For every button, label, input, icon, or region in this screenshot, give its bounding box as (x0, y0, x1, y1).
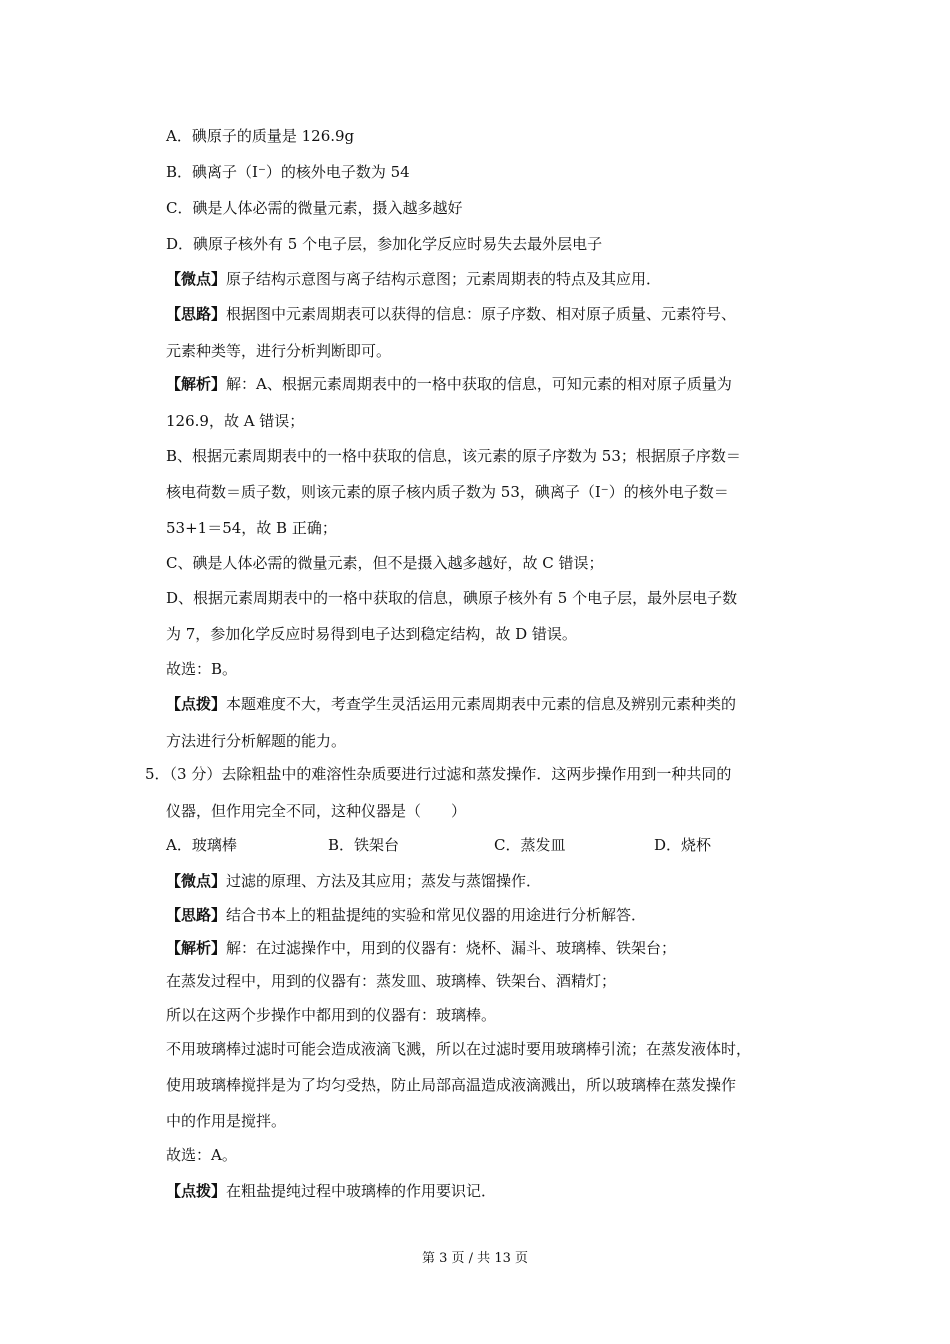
q4-jiexi (166, 374, 732, 394)
q4-jiexi-line5: 53+1＝54，故 B 正确； (166, 519, 337, 537)
q4-dianbo-line2: 方法进行分析解题的能力。 (166, 732, 347, 750)
q5-jiexi-line2: 在蒸发过程中，用到的仪器有：蒸发皿、玻璃棒、铁架台、酒精灯； (166, 972, 617, 990)
q5-jiexi-tag: 【解析】 (166, 939, 227, 957)
q5-jiexi-line3: 所以在这两个步操作中都用到的仪器有：玻璃棒。 (166, 1006, 497, 1024)
q4-jiexi-line4: 核电荷数＝质子数，则该元素的原子核内质子数为 53，碘离子（I⁻）的核外电子数＝ (166, 483, 729, 501)
q5-stem-line2: 仪器，但作用完全不同，这种仪器是（ ） (166, 802, 467, 820)
q4-weidian-text: 原子结构示意图与离子结构示意图；元素周期表的特点及其应用． (226, 270, 662, 288)
q4-jiexi-line1: 解：A、根据元素周期表中的一格中获取的信息，可知元素的相对原子质量为 (226, 375, 732, 393)
q4-silu-line2: 元素种类等，进行分析判断即可。 (166, 342, 392, 360)
q5-jiexi (166, 938, 676, 958)
q5-stem (145, 764, 731, 784)
q4-jiexi-line3: B、根据元素周期表中的一格中获取的信息，该元素的原子序数为 53；根据原子序数＝ (166, 447, 741, 465)
q4-jiexi-line8: 为 7，参加化学反应时易得到电子达到稳定结构，故 D 错误。 (166, 625, 577, 643)
q5-dianbo-text: 在粗盐提纯过程中玻璃棒的作用要识记． (226, 1182, 497, 1200)
q5-jiexi-line6: 中的作用是搅拌。 (166, 1112, 287, 1130)
q4-weidian (166, 269, 661, 289)
q4-answer: 故选：B。 (166, 660, 238, 678)
q5-weidian (166, 871, 541, 891)
q4-silu-text: 根据图中元素周期表可以获得的信息：原子序数、相对原子质量、元素符号、 (226, 305, 737, 323)
q4-dianbo-text: 本题难度不大，考查学生灵活运用元素周期表中元素的信息及辨别元素种类的 (226, 695, 737, 713)
q4-jiexi-line2: 126.9，故 A 错误； (166, 412, 305, 430)
q4-option-b: B．碘离子（I⁻）的核外电子数为 54 (166, 163, 410, 181)
q5-dianbo-tag: 【点拨】 (166, 1182, 227, 1200)
q4-weidian-tag: 【微点】 (166, 270, 227, 288)
q5-silu-tag: 【思路】 (166, 906, 227, 924)
q5-weidian-tag: 【微点】 (166, 872, 227, 890)
q4-silu (166, 304, 736, 324)
q5-option-a: A．玻璃棒 (166, 836, 237, 854)
q5-option-d: D．烧杯 (654, 836, 712, 854)
q4-dianbo-tag: 【点拨】 (166, 695, 227, 713)
q4-jiexi-tag: 【解析】 (166, 375, 227, 393)
q5-jiexi-line4: 不用玻璃棒过滤时可能会造成液滴飞溅，所以在过滤时要用玻璃棒引流；在蒸发液体时， (166, 1040, 752, 1058)
q4-jiexi-line6: C、碘是人体必需的微量元素，但不是摄入越多越好，故 C 错误； (166, 554, 604, 572)
q5-option-c: C．蒸发皿 (494, 836, 566, 854)
q4-silu-tag: 【思路】 (166, 305, 227, 323)
q4-option-d: D．碘原子核外有 5 个电子层，参加化学反应时易失去最外层电子 (166, 235, 603, 253)
q5-silu (166, 905, 646, 925)
q4-jiexi-line7: D、根据元素周期表中的一格中获取的信息，碘原子核外有 5 个电子层，最外层电子数 (166, 589, 738, 607)
q5-jiexi-line1: 解：在过滤操作中，用到的仪器有：烧杯、漏斗、玻璃棒、铁架台； (226, 939, 677, 957)
q5-number: 5． (145, 765, 170, 783)
q4-dianbo (166, 694, 736, 714)
q4-option-c: C．碘是人体必需的微量元素，摄入越多越好 (166, 199, 463, 217)
q5-jiexi-line5: 使用玻璃棒搅拌是为了均匀受热，防止局部高温造成液滴溅出，所以玻璃棒在蒸发操作 (166, 1076, 737, 1094)
q5-stem-line1: （3 分）去除粗盐中的难溶性杂质要进行过滤和蒸发操作．这两步操作用到一种共同的 (169, 765, 732, 783)
q5-silu-text: 结合书本上的粗盐提纯的实验和常见仪器的用途进行分析解答． (226, 906, 647, 924)
q5-dianbo (166, 1181, 496, 1201)
q5-answer: 故选：A。 (166, 1146, 237, 1164)
q5-weidian-text: 过滤的原理、方法及其应用；蒸发与蒸馏操作． (226, 872, 542, 890)
q5-option-b: B．铁架台 (328, 836, 400, 854)
page-footer: 第 3 页 / 共 13 页 (422, 1251, 528, 1266)
q4-option-a: A．碘原子的质量是 126.9g (166, 127, 355, 145)
